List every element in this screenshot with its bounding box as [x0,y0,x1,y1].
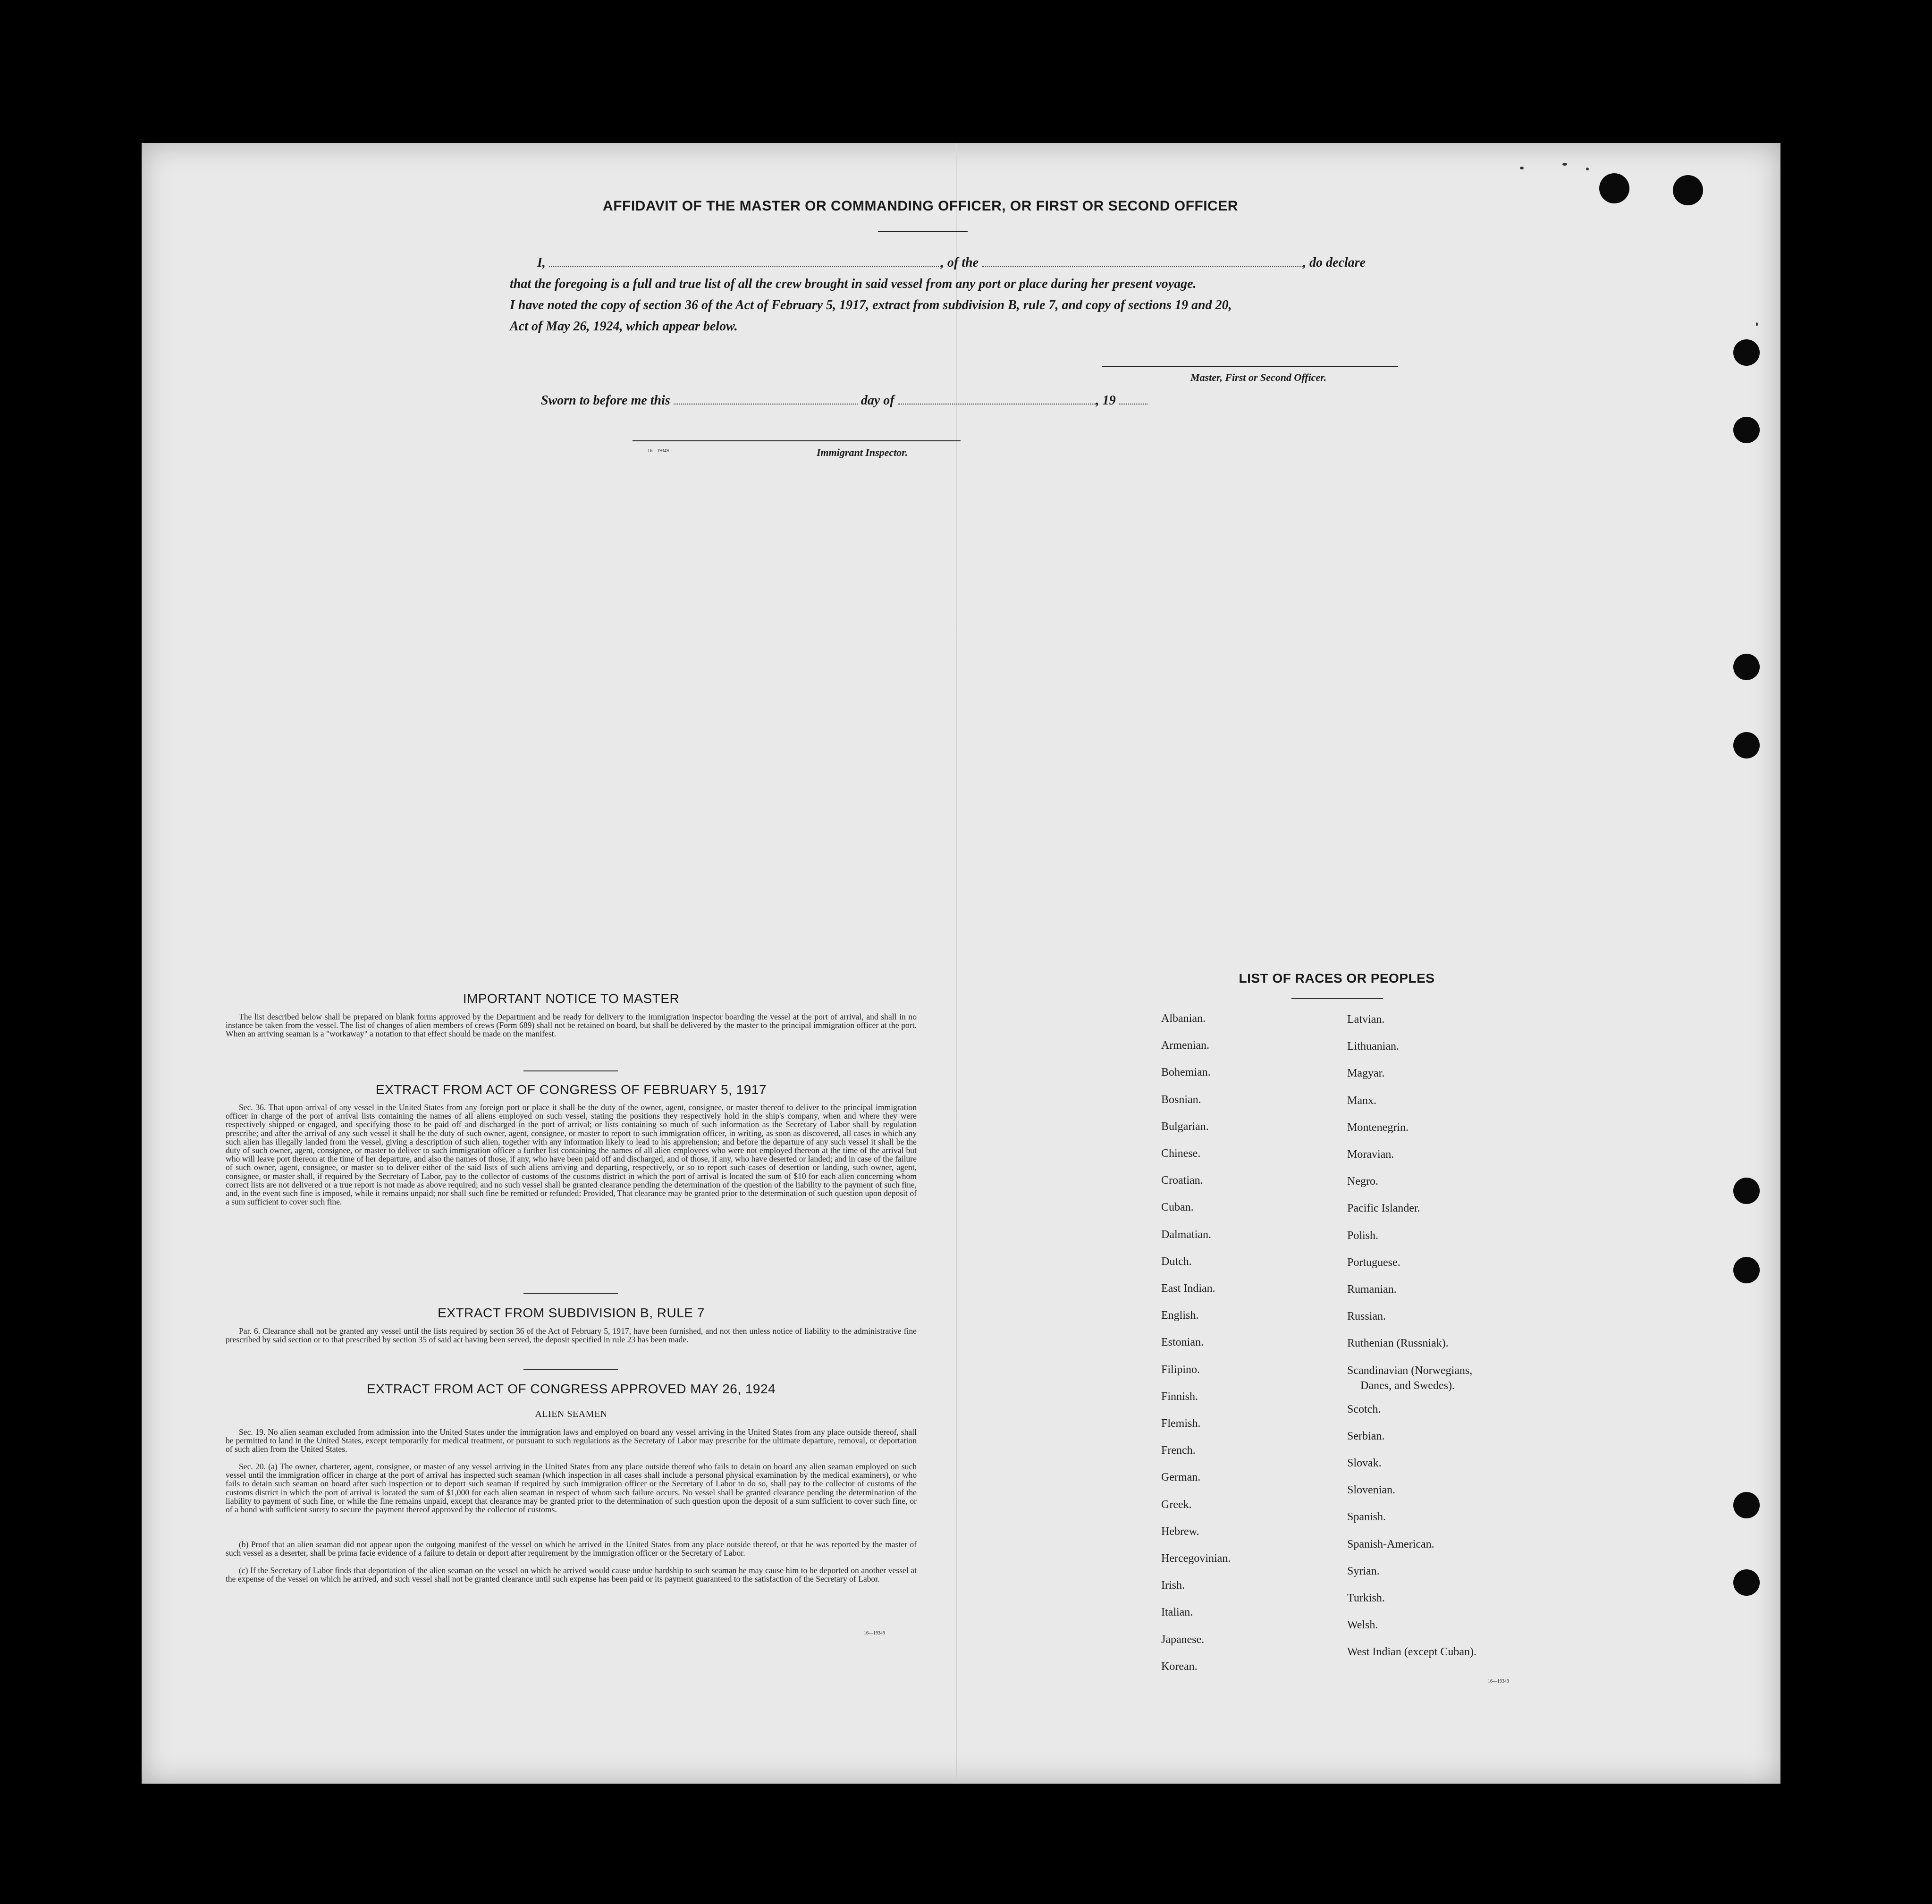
race-item: Chinese. [1161,1147,1201,1160]
race-item: Scotch. [1347,1403,1381,1415]
race-item: Croatian. [1161,1174,1203,1187]
race-item: West Indian (except Cuban). [1347,1646,1476,1659]
race-item: Finnish. [1161,1390,1198,1403]
race-item: Estonian. [1161,1336,1204,1349]
divider [523,1369,618,1370]
race-item: Negro. [1347,1175,1378,1188]
notice-heading: IMPORTANT NOTICE TO MASTER [463,991,680,1006]
punch-hole [1733,1257,1760,1283]
page-fold [956,143,957,1784]
race-item: Bohemian. [1161,1066,1211,1079]
extract-1924-sec20a: Sec. 20. (a) The owner, charterer, agent, consignee, or master of any vessel arriving in the United States from any place outside thereof who fails to detain on board any alien seaman employed on such vessel until the immigration officer in charge at the port of arrival has inspected such seaman (which inspection in all cases shall include a personal physical examination by the medical examiners), or who fails to detain such seaman on board after such inspection or to deport such seaman if required by such immigration officer or the Secretary of Labor to do so, shall pay to the collector of customs of the customs district in which the port of arrival is located the sum of $1,000 for each alien seaman in respect of whom such failure occurs. No vessel shall be granted clearance pending the determination of the liability to payment of such fine, or while the fine remains unpaid, except that clearance may be granted prior to the determination of such question upon the deposit of a sum sufficient to cover such fine, or of a bond with sufficient surety to secure the payment thereof approved by the collector of customs. [226,1462,917,1515]
race-item: Hercegovinian. [1161,1552,1231,1565]
race-item: Hebrew. [1161,1525,1199,1538]
inspector-caption: Immigrant Inspector. [817,447,908,458]
inspector-signature-line[interactable] [633,440,961,441]
extract-1917-heading: EXTRACT FROM ACT OF CONGRESS OF FEBRUARY 5, 1917 [376,1082,767,1097]
extract-1924-sec19: Sec. 19. No alien seaman excluded from admission into the United States under the immigration laws and employed on board any vessel arriving in the United States from any place outside thereof, shall be permitted to land in the United States, except temporarily for medical treatment, or pursuant to such regulations as the Secretary of Labor may prescribe for the ultimate departure, removal, or deportation of such alien from the United States. [226,1427,917,1454]
punch-hole [1599,173,1629,203]
race-item: Latvian. [1347,1013,1385,1026]
race-item: Spanish-American. [1347,1538,1434,1550]
punch-hole [1733,654,1760,680]
race-item: Dutch. [1161,1255,1192,1268]
extract-1924-sec20c: (c) If the Secretary of Labor finds that deportation of the alien seaman on the vessel on which he arrived would cause undue hardship to such seaman he may cause him to be deported on another vessel at the expense of the vessel on which he arrived, and such vessel shall not be granted clearance until such expense has been paid or its payment guaranteed to the satisfaction of the Secretary of Labor. [226,1566,917,1584]
divider [1291,998,1383,999]
affidavit-form-code: 16—19349 [648,448,669,454]
race-item: Italian. [1161,1606,1193,1619]
race-item: Slovenian. [1347,1484,1395,1497]
race-item: Bosnian. [1161,1093,1201,1106]
divider [523,1293,618,1294]
race-item: English. [1161,1309,1199,1322]
sworn-prefix: Sworn to before me this [541,393,670,408]
race-item: Rumanian. [1347,1283,1397,1296]
affidavit-line-4: Act of May 26, 1924, which appear below. [510,319,738,334]
sworn-month-field[interactable] [898,393,1096,404]
sworn-year: , 19 [1096,393,1116,408]
race-item: Greek. [1161,1498,1192,1511]
affidavit-declare: , do declare [1303,255,1366,270]
races-form-code: 16—19349 [1488,1679,1509,1684]
race-item: Ruthenian (Russniak). [1347,1337,1449,1350]
race-item: Manx. [1347,1094,1376,1107]
race-item: Armenian. [1161,1039,1209,1052]
sworn-day-field[interactable] [674,393,858,404]
race-item: Russian. [1347,1310,1386,1323]
extract-1924-heading: EXTRACT FROM ACT OF CONGRESS APPROVED MAY 26, 1924 [366,1382,776,1396]
race-item: Welsh. [1347,1619,1378,1632]
signature-line[interactable] [1102,366,1398,367]
title-underline [878,231,968,232]
race-item: Flemish. [1161,1417,1201,1430]
races-heading: LIST OF RACES OR PEOPLES [1239,971,1435,986]
affidavit-i: I, [537,255,546,270]
race-item: Pacific Islander. [1347,1202,1420,1215]
extract-rule7-text: Par. 6. Clearance shall not be granted any vessel until the lists required by section 36 of the Act of February 5, 1917, have been furnished, and not then unless notice of liability to the administrative fine prescribed by said section or to that prescribed by section 35 of said act having been served, the deposit specified in rule 23 has been made. [226,1326,917,1345]
race-item: Bulgarian. [1161,1120,1209,1133]
race-item: Spanish. [1347,1511,1386,1524]
race-item: Portuguese. [1347,1256,1400,1269]
vessel-name-field[interactable] [982,255,1303,267]
race-item: Filipino. [1161,1363,1200,1376]
punch-hole [1733,1569,1760,1596]
race-item: Moravian. [1347,1148,1394,1161]
master-name-field[interactable] [549,255,941,267]
extract-form-code: 16—19349 [864,1631,885,1636]
affidavit-line-2: that the foregoing is a full and true list of all the crew brought in said vessel from any port or place during her present voyage. [510,277,1197,291]
extract-1924-subheading: ALIEN SEAMEN [535,1409,607,1419]
sworn-year-field[interactable] [1119,393,1147,404]
race-item: Lithuanian. [1347,1040,1399,1053]
race-item: Scandinavian (Norwegians, [1347,1364,1473,1377]
race-item: Albanian. [1161,1012,1206,1025]
race-item: Irish. [1161,1579,1185,1592]
affidavit-line-1 [537,255,1366,270]
punch-hole [1733,732,1760,758]
punch-hole [1673,175,1703,205]
notice-text: The list described below shall be prepared on blank forms approved by the Department and be ready for delivery to the immigration inspector boarding the vessel at the port of arrival, and shall in no instance be taken from the vessel. The list of changes of alien members of crews (Form 689) shall not be retained on board, but shall be delivered by the master to the principal immigration officer at the port. When an arriving seaman is a "workaway" a notation to that effect should be made on the manifest. [226,1012,917,1039]
race-item: Dalmatian. [1161,1228,1211,1241]
race-item: Slovak. [1347,1457,1382,1469]
sworn-day-of: day of [861,393,894,408]
race-item: East Indian. [1161,1282,1215,1295]
extract-rule7-heading: EXTRACT FROM SUBDIVISION B, RULE 7 [438,1306,705,1320]
extract-1917-text: Sec. 36. That upon arrival of any vessel in the United States from any foreign port or place it shall be the duty of the owner, agent, consignee, or master thereof to deliver to the principal immigration officer in charge of the port of arrival lists containing the names of all aliens employed on such vessel, stating the positions they respectively hold in the ship's company, when and where they were respectively shipped or engaged, and specifying those to be paid off and discharged in the port of arrival; or lists containing so much of such information as the Secretary of Labor shall by regulation prescribe; and after the arrival of any such vessel it shall be the duty of such owner, agent, consignee, or master to report to such immigration officer, in writing, as soon as discovered, all cases in which any such alien has illegally landed from the vessel, giving a description of such alien, together with any information likely to lead to his apprehension; and before the departure of any such vessel it shall be the duty of such owner, agent, consignee, or master to deliver to such immigration officer a further list containing the names of all alien employees who were not employed thereon at the time of the arrival but who will leave port thereon at the time of her departure, and also the names of those, if any, who have been paid off and discharged, and of those, if any, who have deserted or landed; and in case of the failure of such owner, agent, consignee, or master so to deliver either of the said lists of such aliens arriving and departing, respectively, or so to report such cases of desertion or landing, such owner, agent, consignee, or master shall, if required by the Secretary of Labor, pay to the collector of customs of the customs district in which the port of arrival is located the sum of $10 for each alien concerning whom correct lists are not delivered or a true report is not made as above required; and no such vessel shall be granted clearance pending the determination of the question of the liability to the payment of such fine, and, in the event such fine is imposed, while it remains unpaid; nor shall such fine be remitted or refunded: Provided, That clearance may be granted prior to the determination of such question upon deposit of a sum sufficient to cover such fine. [226,1103,917,1207]
punch-hole [1733,1492,1760,1518]
affidavit-line-3: I have noted the copy of section 36 of the Act of February 5, 1917, extract from subdivision B, rule 7, and copy of sections 19 and 20, [510,298,1232,312]
race-item: Korean. [1161,1660,1198,1673]
race-item: Syrian. [1347,1565,1380,1577]
affidavit-of-the: , of the [940,255,979,270]
race-item: Turkish. [1347,1592,1385,1604]
race-item: Cuban. [1161,1201,1194,1214]
race-item: German. [1161,1471,1201,1484]
document-page [142,143,1780,1784]
race-item: Serbian. [1347,1430,1385,1442]
divider [523,1070,618,1071]
race-item: Polish. [1347,1229,1379,1242]
punch-hole [1733,417,1760,443]
race-item: Danes, and Swedes). [1360,1379,1455,1392]
race-item: Magyar. [1347,1067,1385,1080]
extract-1924-sec20b: (b) Proof that an alien seaman did not appear upon the outgoing manifest of the vessel on which he arrived in the United States from any place outside thereof, or that he was reported by the master of such vessel as a deserter, shall be prima facie evidence of a failure to detain or deport after requirement by the immigration officer or the Secretary of Labor. [226,1540,917,1558]
punch-hole [1733,339,1760,366]
punch-hole [1733,1178,1760,1204]
race-item: Montenegrin. [1347,1121,1409,1134]
race-item: French. [1161,1444,1196,1457]
race-item: Japanese. [1161,1633,1205,1646]
sworn-line [541,393,1147,408]
affidavit-title: AFFIDAVIT OF THE MASTER OR COMMANDING OFFICER, OR FIRST OR SECOND OFFICER [603,198,1238,214]
signature-caption: Master, First or Second Officer. [1190,371,1327,383]
